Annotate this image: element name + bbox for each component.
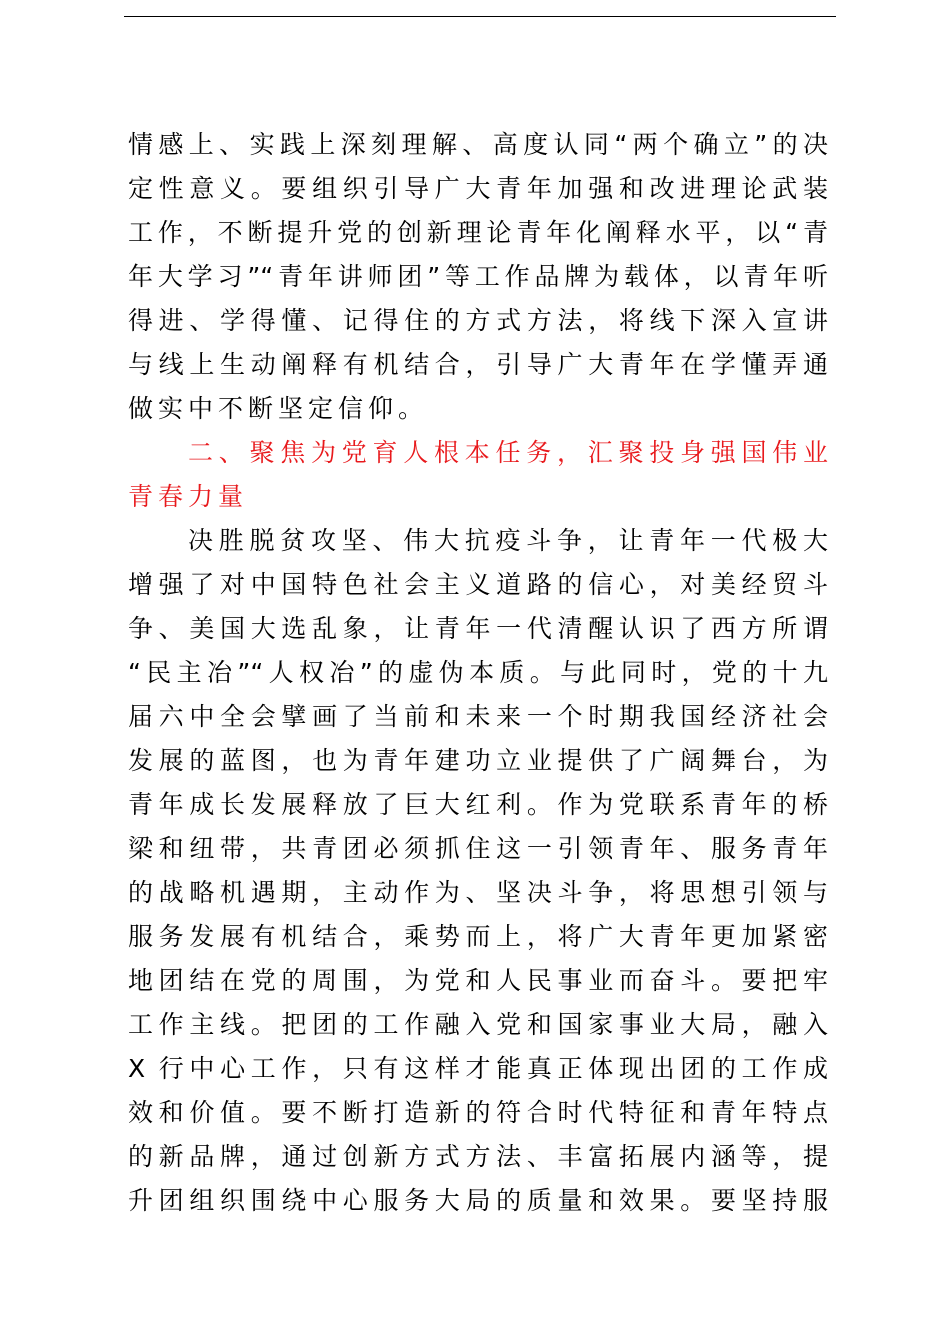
paragraph-2-line: 服务发展有机结合，乘势而上，将广大青年更加紧密 — [128, 922, 828, 951]
paragraph-2-line: 的新品牌，通过创新方式方法、丰富拓展内涵等，提 — [128, 1142, 828, 1171]
paragraph-1-line: 得进、学得懂、记得住的方式方法，将线下深入宣讲 — [128, 306, 828, 335]
paragraph-2-line: 梁和纽带，共青团必须抓住这一引领青年、服务青年 — [128, 834, 828, 863]
paragraph-2-line: 工作主线。把团的工作融入党和国家事业大局，融入 — [128, 1010, 828, 1039]
paragraph-1-line: 定性意义。要组织引导广大青年加强和改进理论武装 — [128, 174, 828, 203]
paragraph-2-line: 增强了对中国特色社会主义道路的信心，对美经贸斗 — [128, 570, 828, 599]
paragraph-2-line: “民主冶”“人权冶”的虚伪本质。与此同时，党的十九 — [128, 658, 828, 687]
paragraph-1-line: 工作，不断提升党的创新理论青年化阐释水平，以“青 — [128, 218, 828, 247]
paragraph-2-line: 发展的蓝图，也为青年建功立业提供了广阔舞台，为 — [128, 746, 828, 775]
paragraph-1-line: 与线上生动阐释有机结合，引导广大青年在学懂弄通 — [128, 350, 828, 379]
header-rule — [124, 16, 836, 17]
paragraph-2-line: 升团组织围绕中心服务大局的质量和效果。要坚持服 — [128, 1186, 828, 1215]
section-heading-line: 青春力量 — [128, 482, 249, 511]
paragraph-2-line: 地团结在党的周围，为党和人民事业而奋斗。要把牢 — [128, 966, 828, 995]
paragraph-2-line: 青年成长发展释放了巨大红利。作为党联系青年的桥 — [128, 790, 828, 819]
paragraph-2-line: 争、美国大选乱象，让青年一代清醒认识了西方所谓 — [128, 614, 828, 643]
section-heading-line: 二、聚焦为党育人根本任务，汇聚投身强国伟业 — [188, 438, 828, 467]
paragraph-1-line: 年大学习”“青年讲师团”等工作品牌为载体，以青年听 — [128, 262, 828, 291]
paragraph-2-line: 的战略机遇期，主动作为、坚决斗争，将思想引领与 — [128, 878, 828, 907]
paragraph-2-line: 届六中全会擘画了当前和未来一个时期我国经济社会 — [128, 702, 828, 731]
paragraph-1-line: 做实中不断坚定信仰。 — [128, 394, 429, 423]
paragraph-2-line: 效和价值。要不断打造新的符合时代特征和青年特点 — [128, 1098, 828, 1127]
paragraph-2-line: X 行中心工作，只有这样才能真正体现出团的工作成 — [128, 1054, 828, 1083]
paragraph-1-line: 情感上、实践上深刻理解、高度认同“两个确立”的决 — [128, 130, 828, 159]
paragraph-2-line: 决胜脱贫攻坚、伟大抗疫斗争，让青年一代极大 — [188, 526, 828, 555]
